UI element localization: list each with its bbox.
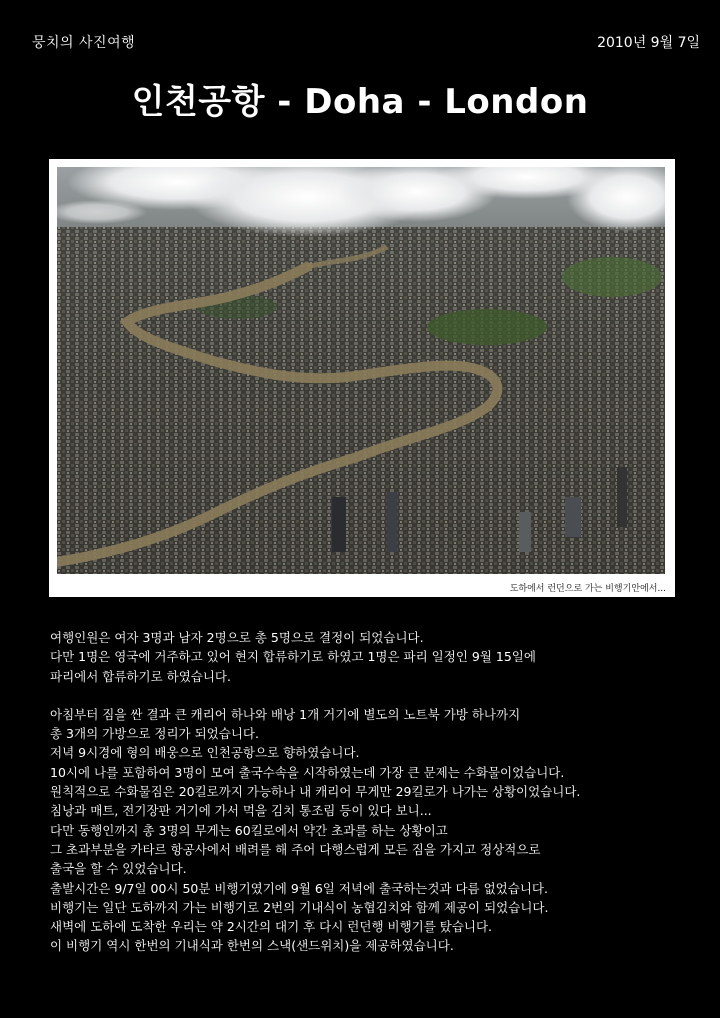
text-line: 파리에서 합류하기로 하였습니다. [50,668,231,684]
text-line: 이 비행기 역시 한번의 기내식과 한번의 스낵(샌드위치)을 제공하였습니다. [50,938,454,954]
text-line: 새벽에 도하에 도착한 우리는 약 2시간의 대기 후 다시 런던행 비행기를 탔습니다. [50,919,493,935]
paragraph-1 [50,628,715,686]
text-line: 총 3개의 가방으로 정리가 되었습니다. [50,726,259,742]
article-body [50,628,715,956]
paragraph-2 [50,705,715,956]
text-line: 다만 동행인까지 총 3명의 무게는 60킬로에서 약간 초과를 하는 상황이고 [50,822,448,838]
photo-caption: 도하에서 런던으로 가는 비행기안에서... [509,584,666,594]
text-line: 그 초과부분을 카타르 항공사에서 배려를 해 주어 다행스럽게 모든 짐을 가지고 정상적으로 [50,841,541,857]
photo-frame [49,159,675,597]
text-line: 10시에 나를 포함하여 3명이 모여 출국수속을 시작하였는데 가장 큰 문제는 수화물이었습니다. [50,764,565,780]
aerial-london-photo [57,167,665,574]
text-line: 원칙적으로 수화물짐은 20킬로까지 가능하나 내 캐리어 무게만 29킬로가 나가는 상황이었습니다. [50,784,581,800]
text-line: 비행기는 일단 도하까지 가는 비행기로 2번의 기내식이 농협김치와 함께 제공이 되었습니다. [50,899,549,915]
post-date: 2010년 9월 7일 [597,35,700,51]
text-line: 출발시간은 9/7일 00시 50분 비행기였기에 9월 6일 저녁에 출국하는것과 다름 없었습니다. [50,880,548,896]
text-line: 아침부터 짐을 싼 결과 큰 캐리어 하나와 배낭 1개 거기에 별도의 노트북 가방 하나까지 [50,706,521,722]
blog-name: 뭉치의 사진여행 [32,35,136,51]
text-line: 출국을 할 수 있었습니다. [50,861,187,877]
text-line: 저녁 9시경에 형의 배웅으로 인천공항으로 향하였습니다. [50,745,360,761]
text-line: 여행인원은 여자 3명과 남자 2명으로 총 5명으로 결정이 되었습니다. [50,630,424,645]
text-line: 다만 1명은 영국에 거주하고 있어 현지 합류하기로 하였고 1명은 파리 일정인 9월 15일에 [50,649,536,665]
page-title: 인천공항 - Doha - London [131,82,589,122]
text-line: 침낭과 매트, 전기장판 거기에 가서 먹을 김치 통조림 등이 있다 보니... [50,803,432,819]
